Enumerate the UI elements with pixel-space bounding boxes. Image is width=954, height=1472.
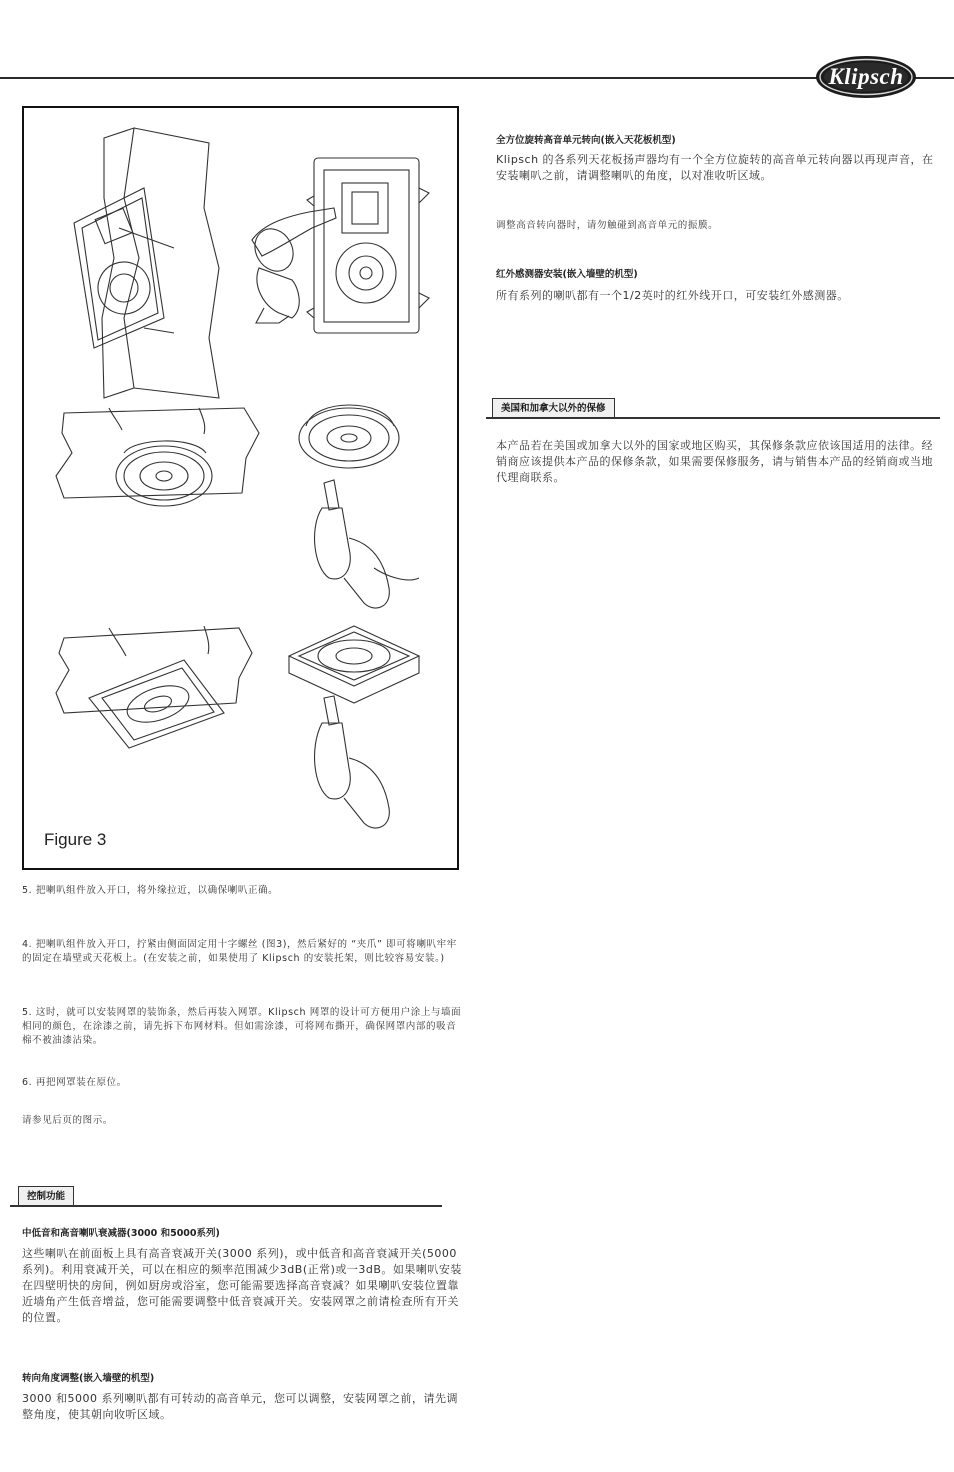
figure-caption: Figure 3	[44, 830, 107, 849]
section-rule-warranty	[486, 417, 940, 419]
square-speaker-drill-drawing	[289, 626, 419, 828]
subhead-tweeter-swivel: 全方位旋转高音单元转向(嵌入天花板机型)	[496, 135, 676, 146]
section-rule-controls	[10, 1205, 442, 1207]
logo-text: Klipsch	[828, 64, 904, 89]
ceiling-square-speaker-drawing	[56, 626, 252, 748]
section-tab-controls: 控制功能	[18, 1186, 74, 1206]
wall-speaker-drill-drawing	[247, 158, 429, 333]
step-5b-text: 5. 这时，就可以安装网罩的装饰条，然后再装入网罩。Klipsch 网罩的设计可方便用户涂上与墙面相同的颜色，在涂漆之前，请先拆下布网材料。但如需涂漆，可将网布撕开，确保网罩内部的吸音棉不被油漆沾染。	[22, 1007, 462, 1046]
warranty-text: 本产品若在美国或加拿大以外的国家或地区购买，其保修条款应依该国适用的法律。经销商应该提供本产品的保修条款，如果需要保修服务，请与销售本产品的经销商或当地代理商联系。	[496, 439, 933, 484]
wall-speaker-drawing	[74, 128, 219, 398]
section-tab-warranty: 美国和加拿大以外的保修	[492, 398, 615, 418]
round-speaker-drill-drawing	[299, 405, 419, 608]
step-4-text: 4. 把喇叭组件放入开口，拧紧由侧面固定用十字螺丝 (图3)，然后紧好的 “夹爪” 即可将喇叭牢牢的固定在墙壁或天花板上。(在安装之前，如果使用了 Klipsch 的安装托架，则比较容易安装。)	[22, 939, 457, 964]
attenuators-text: 这些喇叭在前面板上具有高音衰减开关(3000 系列)，或中低音和高音衰减开关(5000 系列)。利用衰减开关，可以在相应的频率范围减少3dB(正常)或一3dB。如果喇叭安装在四壁明快的房间，例如厨房或浴室，您可能需要选择高音衰减？如果喇叭安装位置靠近墙角产生低音增益，您可能需要调整中低音衰减开关。安装网罩之前请检查所有开关的位置。	[22, 1247, 462, 1324]
figure-frame	[22, 106, 459, 870]
step-5-text: 5. 把喇叭组件放入开口，将外缘拉近，以确保喇叭正确。	[22, 885, 279, 896]
header-rule	[0, 77, 954, 79]
ir-sensor-text: 所有系列的喇叭都有一个1/2英吋的红外线开口，可安装红外感测器。	[496, 289, 849, 302]
subhead-pivot: 转向角度调整(嵌入墙壁的机型)	[22, 1373, 155, 1384]
installation-illustration	[24, 108, 457, 868]
subhead-attenuators: 中低音和高音喇叭衰减器(3000 和5000系列)	[22, 1228, 220, 1239]
tweeter-swivel-text: Klipsch 的各系列天花板扬声器均有一个全方位旋转的高音单元转向器以再现声音，在安装喇叭之前，请调整喇叭的角度，以对准收听区域。	[496, 153, 934, 182]
pivot-text: 3000 和5000 系列喇叭都有可转动的高音单元，您可以调整，安装网罩之前，请先调整角度，使其朝向收听区域。	[22, 1392, 458, 1421]
subhead-ir-sensor: 红外感测器安装(嵌入墙壁的机型)	[496, 269, 638, 280]
step-6-text: 6. 再把网罩装在原位。	[22, 1077, 127, 1088]
klipsch-logo	[814, 54, 918, 100]
more-info-text: 请参见后页的图示。	[22, 1115, 113, 1126]
ceiling-round-speaker-drawing	[56, 408, 259, 506]
tweeter-caution-text: 调整高音转向器时，请勿触碰到高音单元的振膜。	[496, 220, 719, 231]
